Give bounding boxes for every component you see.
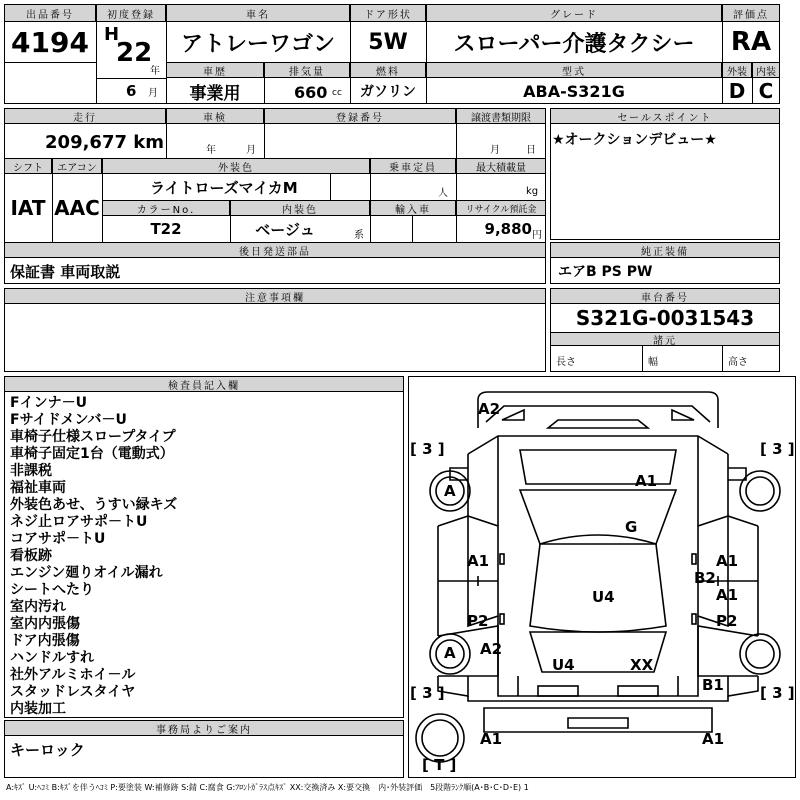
tire-rl-grade: A: [444, 644, 456, 662]
inspector-note: Fインナ－U: [10, 395, 87, 411]
mark-u4-roof: U4: [592, 588, 615, 606]
inspector-note: 室内汚れ: [10, 599, 66, 615]
spec-width: 幅: [648, 356, 658, 368]
office-text: キーロック: [10, 740, 85, 759]
lot-number: 4194: [11, 25, 89, 59]
recycle-label: リサイクル預託金: [456, 200, 546, 216]
mark-u4-bottom: U4: [552, 656, 575, 674]
bracket-rl: [ 3 ]: [410, 684, 445, 702]
mark-b1: B1: [702, 676, 724, 694]
intcolor-unit: 系: [354, 229, 364, 241]
name-label: 車名: [166, 4, 350, 22]
mark-a1-right2: A1: [716, 586, 739, 604]
color-label: 外装色: [102, 158, 370, 174]
score-label: 評価点: [722, 4, 780, 22]
chassis-number: S321G-0031543: [575, 306, 755, 330]
history-label: 車歴: [166, 62, 264, 78]
car-name: アトレーワゴン: [180, 31, 335, 57]
inspector-note: コアサポ－トU: [10, 531, 106, 547]
mark-g: G: [625, 518, 638, 536]
inspector-note: ネジ止ロアサポ－トU: [10, 514, 148, 530]
capacity-unit: 人: [438, 187, 448, 199]
shift-label: シフト: [4, 158, 52, 174]
ext-score: D: [728, 79, 746, 103]
mark-a1-hood: A1: [635, 472, 658, 490]
ac-label: エアコン: [52, 158, 102, 174]
import-label: 輸入車: [370, 200, 456, 216]
int-label: 内装: [752, 62, 780, 78]
sales-text: ★オークションデビュー★: [552, 132, 717, 148]
inspector-note: 車椅子固定1台（電動式）: [10, 446, 174, 462]
inspector-note: 車椅子仕様スロープタイプ: [10, 429, 176, 445]
inspection-label: 車検: [166, 108, 264, 124]
ext-label: 外装: [722, 62, 752, 78]
inspector-note: ハンドルすれ: [10, 650, 94, 666]
equip-label: 純正装備: [550, 242, 780, 258]
bracket-spare: [ T ]: [422, 756, 457, 774]
inspector-note: Fサイドメンバ－U: [10, 412, 127, 428]
inspector-note: 室内内張傷: [10, 616, 80, 632]
spec-height: 高さ: [728, 356, 748, 368]
ac: AAC: [54, 196, 100, 220]
spare-tire: [416, 714, 464, 762]
mark-b2: B2: [694, 569, 716, 587]
windshield: [520, 490, 676, 544]
int-score: C: [758, 79, 774, 103]
later-label: 後日発送部品: [4, 242, 546, 258]
intcolor-label: 内装色: [230, 200, 370, 216]
transfer-day: 日: [526, 144, 536, 156]
front-bumper: [478, 392, 718, 428]
inspector-note: ドア内張傷: [10, 633, 80, 649]
month-unit: 月: [148, 87, 158, 99]
displacement: 660: [294, 82, 328, 102]
lot-label: 出品番号: [4, 4, 96, 22]
mark-a2-top: A2: [478, 400, 501, 418]
model-label: 型式: [426, 62, 722, 78]
exterior-color: ライトローズマイカM: [150, 178, 298, 197]
inspector-note: 福祉車両: [10, 480, 66, 496]
inspector-note: エンジン廻りオイル漏れ: [10, 565, 163, 581]
office-label: 事務局よりご案内: [4, 720, 404, 736]
year-unit: 年: [150, 65, 160, 77]
regno-label: 登録番号: [264, 108, 456, 124]
bracket-fr: [ 3 ]: [760, 440, 795, 458]
interior-color: ベージュ: [255, 220, 315, 239]
history: 事業用: [189, 83, 241, 104]
mileage-label: 走行: [4, 108, 166, 124]
reg-year: 22: [116, 38, 153, 68]
mark-a1-right1: A1: [716, 552, 739, 570]
equip-text: エアB PS PW: [558, 264, 653, 280]
door-label: ドア形状: [350, 4, 426, 22]
inspector-note: 外装色あせ、うすい緑キズ: [10, 497, 178, 513]
mark-a1-left: A1: [467, 552, 490, 570]
load-unit: kg: [526, 185, 539, 197]
recycle-unit: 円: [532, 229, 542, 241]
model: ABA-S321G: [523, 81, 625, 101]
fuel-label: 燃料: [350, 62, 426, 78]
load-label: 最大積載量: [456, 158, 546, 174]
capacity-label: 乗車定員: [370, 158, 456, 174]
tire-fl-grade: A: [444, 482, 456, 500]
bracket-rr: [ 3 ]: [760, 684, 795, 702]
mark-a1-bottom-left: A1: [480, 730, 503, 748]
inspector-note: 看板跡: [10, 548, 52, 564]
mark-p2-right: P2: [716, 612, 738, 630]
legend-text: A:ｷｽﾞ U:ﾍｺﾐ B:ｷｽﾞを伴うﾍｺﾐ P:要塗装 W:補修跡 S:錆 C:腐食 G:ﾌﾛﾝﾄｶﾞﾗｽ点ｷｽﾞ XX:交換済み X:要交換 内･外装評価 5段階ﾗﾝｸ順(A･B･C･D･E) 1: [6, 783, 529, 792]
inspector-note: 非課税: [10, 463, 52, 479]
displacement-unit: cc: [332, 88, 342, 98]
chassis-label: 車台番号: [550, 288, 780, 304]
roof: [530, 535, 666, 632]
mark-xx: XX: [630, 656, 654, 674]
spec-length: 長さ: [556, 356, 576, 368]
inspector-label: 検査員記入欄: [4, 376, 404, 392]
door-type: 5W: [368, 29, 408, 55]
reg-month: 6: [126, 82, 137, 100]
transfer-label: 譲渡書類期限: [456, 108, 546, 124]
later-text: 保証書 車両取説: [10, 262, 121, 281]
inspector-note: 社外アルミホイ－ル: [10, 667, 136, 683]
mark-p2-left: P2: [467, 612, 489, 630]
specs-label: 諸元: [550, 332, 780, 346]
caution-label: 注意事項欄: [4, 288, 546, 304]
score: RA: [730, 27, 772, 57]
inspection-month: 月: [246, 144, 256, 156]
era: H: [104, 23, 120, 45]
recycle-fee: 9,880: [484, 220, 532, 238]
bracket-fl: [ 3 ]: [410, 440, 445, 458]
inspector-note: 内装加工: [10, 701, 66, 717]
transfer-month: 月: [490, 144, 500, 156]
inspector-note: シートへたり: [10, 582, 94, 598]
mark-a1-bottom-right: A1: [702, 730, 725, 748]
color-number: T22: [150, 220, 182, 238]
colorno-label: カラーNo.: [102, 200, 230, 216]
fuel: ガソリン: [360, 84, 416, 100]
grade-label: グレード: [426, 4, 722, 22]
sales-label: セールスポイント: [550, 108, 780, 124]
car-diagram: [408, 376, 796, 778]
mileage: 209,677 km: [45, 131, 164, 153]
displacement-label: 排気量: [264, 62, 350, 78]
mark-a2-left: A2: [480, 640, 503, 658]
inspection-year: 年: [206, 144, 216, 156]
first-reg-label: 初度登録: [96, 4, 166, 22]
inspector-note: スタッドレスタイヤ: [10, 684, 136, 700]
shift: IAT: [10, 196, 46, 220]
grade: スローパー介護タクシー: [453, 31, 695, 57]
